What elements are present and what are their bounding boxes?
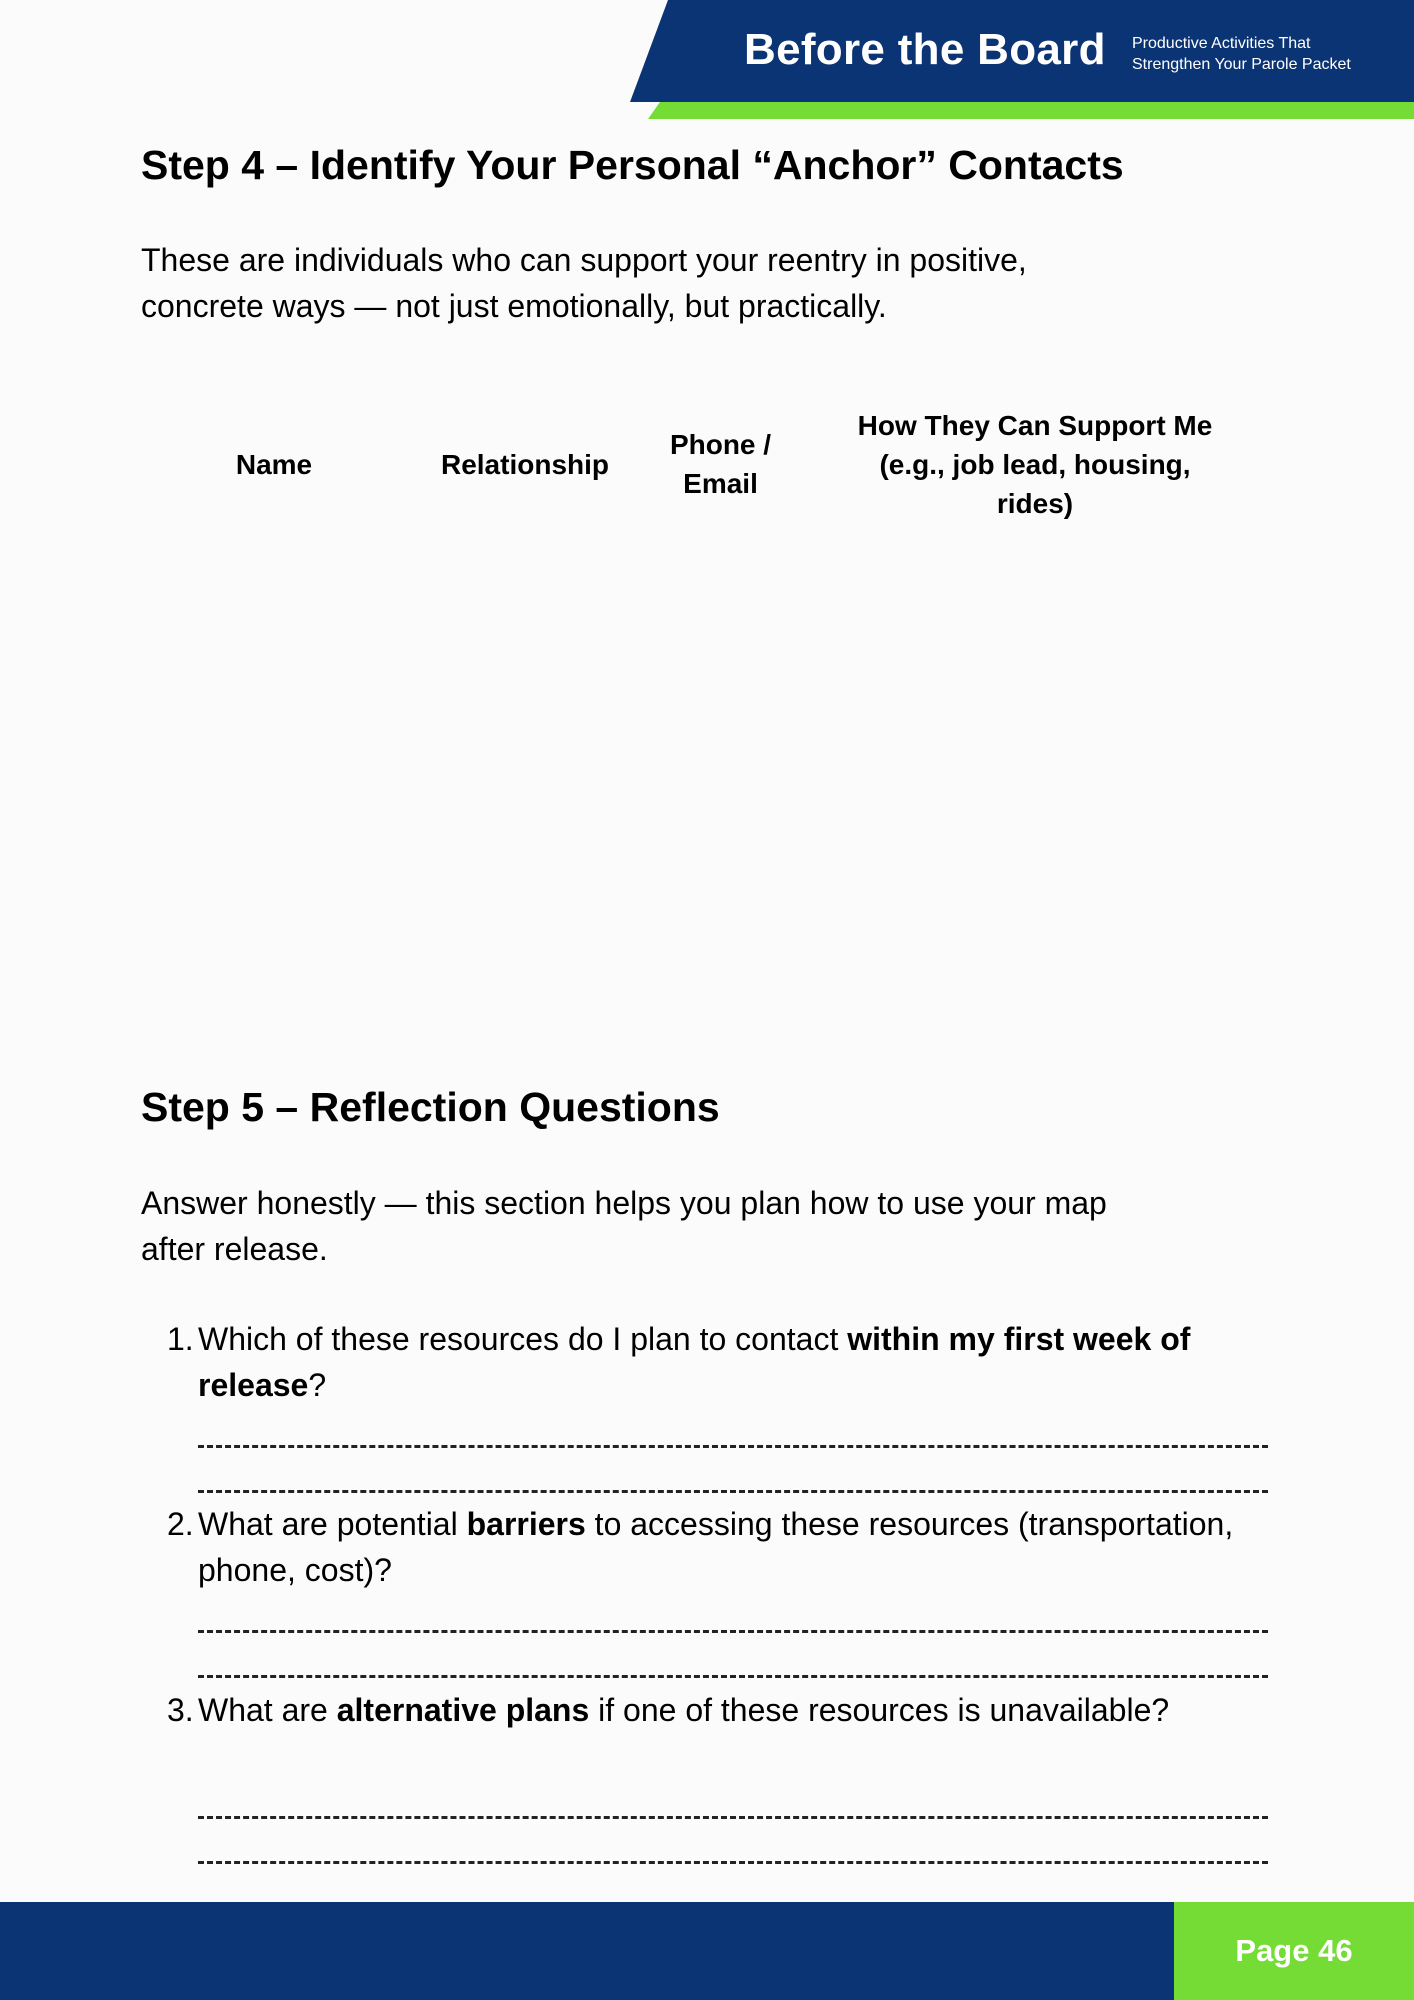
answer-line[interactable] — [198, 1816, 1268, 1819]
answer-line[interactable] — [198, 1630, 1268, 1633]
question-text-pre: What are — [198, 1692, 337, 1728]
question-text-bold: alternative plans — [336, 1692, 590, 1728]
column-header-line: Relationship — [440, 448, 609, 480]
column-header-line: Email — [683, 468, 758, 499]
question-text — [198, 1316, 1280, 1408]
question-text-pre: What are potential — [198, 1506, 467, 1542]
column-header-relationship — [420, 404, 630, 524]
column-header-line: (e.g., job lead, housing, — [879, 448, 1191, 480]
step4-intro — [141, 237, 1291, 329]
header-subtitle-line2: Strengthen Your Parole Packet — [1132, 56, 1351, 73]
question-text-bold: barriers — [466, 1506, 586, 1542]
answer-line[interactable] — [198, 1861, 1268, 1864]
question-text-bold: within my first week of release — [198, 1321, 1191, 1403]
header-subtitle-line1: Productive Activities That — [1132, 35, 1311, 52]
question-number: 1. — [167, 1321, 194, 1357]
question-text — [198, 1501, 1280, 1593]
column-header-line: Phone / — [669, 429, 772, 460]
column-header-name — [200, 404, 348, 524]
column-header-line: Name — [235, 448, 313, 480]
column-header-support — [820, 404, 1250, 524]
question-text-pre: Which of these resources do I plan to contact — [198, 1321, 848, 1357]
page-number: Page 46 — [1174, 1902, 1414, 2000]
step4-intro-line1: These are individuals who can support your reentry in positive, — [141, 242, 1027, 278]
footer-bar — [0, 1902, 1174, 2000]
question-text-post: to accessing these resources (transportation, phone, cost)? — [198, 1506, 1234, 1588]
header-subtitle — [1132, 33, 1402, 75]
question-number: 2. — [167, 1506, 194, 1542]
step4-heading: Step 4 – Identify Your Personal “Anchor” Contacts — [141, 142, 1124, 188]
step5-intro-line2: after release. — [141, 1231, 328, 1267]
answer-line[interactable] — [198, 1445, 1268, 1448]
question-text-post: if one of these resources is unavailable? — [589, 1692, 1170, 1728]
header-accent-stripe — [648, 102, 1414, 119]
header-title: Before the Board — [744, 25, 1106, 74]
column-header-contact — [648, 404, 793, 524]
answer-line[interactable] — [198, 1675, 1268, 1678]
answer-line[interactable] — [198, 1490, 1268, 1493]
question-1 — [160, 1316, 1280, 1408]
question-2 — [160, 1501, 1280, 1593]
column-header-line: rides) — [996, 487, 1074, 519]
question-3 — [160, 1687, 1280, 1733]
question-text-post: ? — [308, 1367, 327, 1403]
step5-intro — [141, 1180, 1291, 1272]
step4-intro-line2: concrete ways — not just emotionally, but practically. — [141, 288, 887, 324]
column-header-line: How They Can Support Me — [857, 409, 1213, 441]
question-number: 3. — [167, 1692, 194, 1728]
step5-intro-line1: Answer honestly — this section helps you plan how to use your map — [141, 1185, 1107, 1221]
question-text — [198, 1687, 1280, 1733]
step5-heading: Step 5 – Reflection Questions — [141, 1084, 720, 1130]
